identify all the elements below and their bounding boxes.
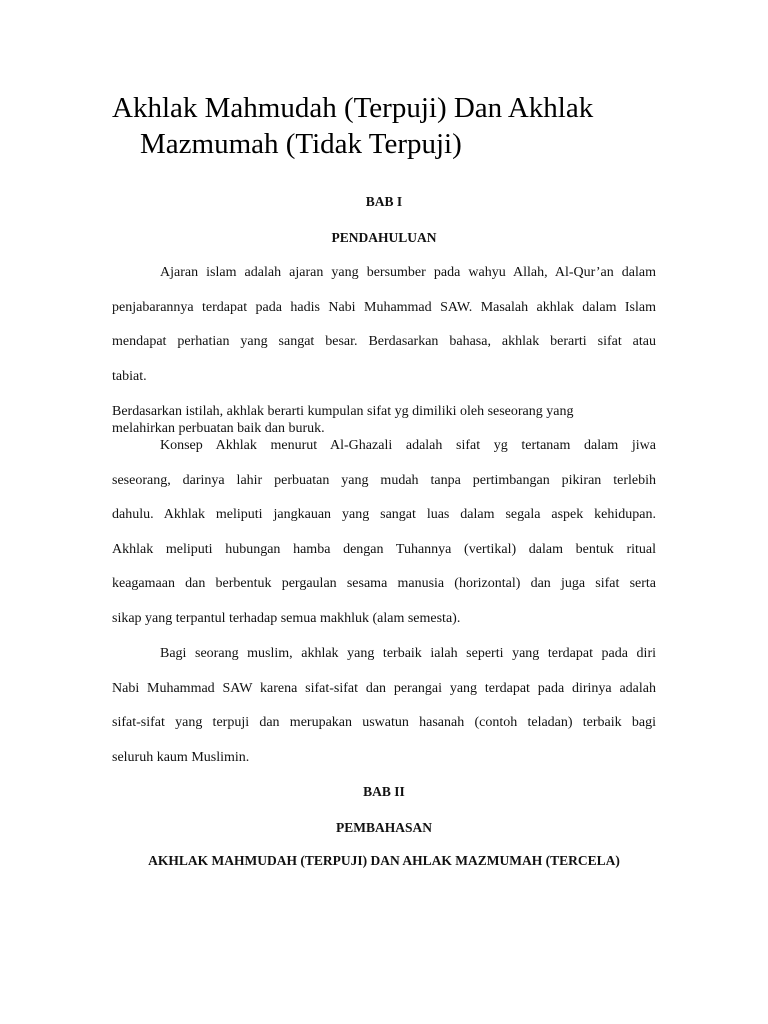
section-heading-pembahasan: PEMBAHASAN (335, 820, 432, 835)
section-heading-pendahuluan: PENDAHULUAN (331, 230, 437, 245)
paragraph-line: sikap yang terpantul terhadap semua makhluk (alam semesta). (112, 610, 461, 626)
title-line-1: Akhlak Mahmudah (Terpuji) Dan Akhlak (112, 92, 594, 124)
paragraph-1 (112, 256, 656, 394)
chapter-heading-bab-1: BAB I (365, 194, 403, 209)
paragraph-line: keagamaan dan berbentuk pergaulan sesama manusia (horizontal) dan juga sifat serta (112, 576, 656, 592)
document-title (112, 90, 712, 162)
paragraph-line: dahulu. Akhlak meliputi jangkauan yang sangat luas dalam segala aspek kehidupan. (112, 507, 656, 523)
paragraph-line: Konsep Akhlak menurut Al-Ghazali adalah sifat yg tertanam dalam jiwa (160, 438, 656, 453)
paragraph-line: penjabarannya terdapat pada hadis Nabi Muhammad SAW. Masalah akhlak dalam Islam (112, 299, 656, 315)
paragraph-line: mendapat perhatian yang sangat besar. Berdasarkan bahasa, akhlak berarti sifat atau (112, 334, 656, 350)
subheading-akhlak: AKHLAK MAHMUDAH (TERPUJI) DAN AHLAK MAZMUMAH (TERCELA) (148, 853, 620, 868)
chapter-heading-bab-2: BAB II (363, 784, 405, 799)
paragraph-line: Bagi seorang muslim, akhlak yang terbaik ialah seperti yang terdapat pada diri (160, 646, 656, 661)
paragraph-3 (112, 429, 656, 637)
paragraph-4 (112, 637, 656, 775)
paragraph-line: sifat-sifat yang terpuji dan merupakan uswatun hasanah (contoh teladan) terbaik bagi (112, 715, 656, 731)
paragraph-line: seluruh kaum Muslimin. (112, 749, 250, 765)
paragraph-line: melahirkan perbuatan baik dan buruk. (112, 421, 325, 436)
title-line-2: Mazmumah (Tidak Terpuji) (140, 128, 462, 160)
paragraph-line: Berdasarkan istilah, akhlak berarti kumpulan sifat yg dimiliki oleh seseorang yang (112, 404, 574, 419)
paragraph-line: seseorang, darinya lahir perbuatan yang mudah tanpa pertimbangan pikiran terlebih (112, 472, 656, 488)
paragraph-line: Akhlak meliputi hubungan hamba dengan Tuhannya (vertikal) dalam bentuk ritual (112, 541, 656, 557)
paragraph-line: Nabi Muhammad SAW karena sifat-sifat dan perangai yang terdapat pada dirinya adalah (112, 680, 656, 696)
paragraph-line: Ajaran islam adalah ajaran yang bersumber pada wahyu Allah, Al-Qur’an dalam (160, 265, 656, 280)
paragraph-line: tabiat. (112, 368, 147, 384)
